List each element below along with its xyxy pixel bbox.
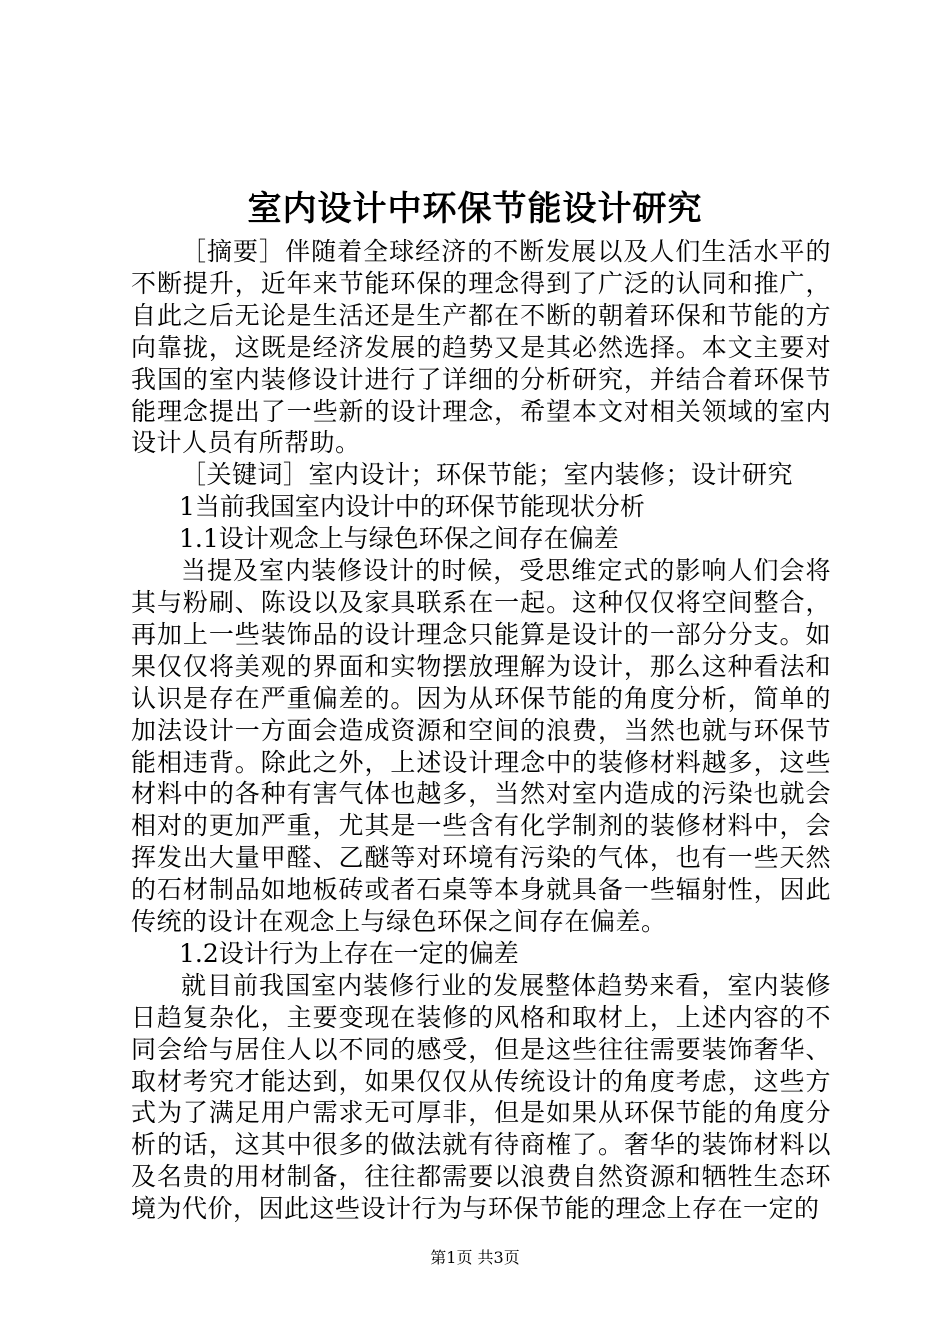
- section-1-2-heading: 1.2设计行为上存在一定的偏差: [179, 938, 519, 968]
- section-1-1-heading: 1.1设计观念上与绿色环保之间存在偏差: [179, 524, 619, 554]
- section-1-1-body: 当提及室内装修设计的时候，受思维定式的影响人们会将其与粉刷、陈设以及家具联系在一起。这种仅仅将空间整合，再加上一些装饰品的设计理念只能算是设计的一部分分支。如果仅仅将美观的界面和实物摆放理解为设计，那么这种看法和认识是存在严重偏差的。因为从环保节能的角度分析，简单的加法设计一方面会造成资源和空间的浪费，当然也就与环保节能相违背。除此之外，上述设计理念中的装修材料越多，这些材料中的各种有害气体也越多，当然对室内造成的污染也就会相对的更加严重，尤其是一些含有化学制剂的装修材料中，会挥发出大量甲醛、乙醚等对环境有污染的气体，也有一些天然的石材制品如地板砖或者石桌等本身就具备一些辐射性，因此传统的设计在观念上与绿色环保之间存在偏差。: [131, 556, 831, 937]
- section-1-2-body: 就目前我国室内装修行业的发展整体趋势来看，室内装修日趋复杂化，主要变现在装修的风格和取材上，上述内容的不同会给与居住人以不同的感受，但是这些往往需要装饰奢华、取材考究才能达到，如果仅仅从传统设计的角度考虑，这些方式为了满足用户需求无可厚非，但是如果从环保节能的角度分析的话，这其中很多的做法就有待商榷了。奢华的装饰材料以及名贵的用材制备，往往都需要以浪费自然资源和牺牲生态环境为代价，因此这些设计行为与环保节能的理念上存在一定的: [131, 970, 831, 1224]
- keywords-paragraph: ［关键词］室内设计；环保节能；室内装修；设计研究: [181, 460, 794, 490]
- abstract-paragraph: ［摘要］伴随着全球经济的不断发展以及人们生活水平的不断提升，近年来节能环保的理念得到了广泛的认同和推广，自此之后无论是生活还是生产都在不断的朝着环保和节能的方向靠拢，这既是经济发展的趋势又是其必然选择。本文主要对我国的室内装修设计进行了详细的分析研究，并结合着环保节能理念提出了一些新的设计理念，希望本文对相关领域的室内设计人员有所帮助。: [131, 237, 831, 458]
- page-number-footer: 第1页 共3页: [430, 1248, 520, 1267]
- document-title: 室内设计中环保节能设计研究: [247, 189, 703, 229]
- document-body: [131, 236, 831, 1225]
- section-1-heading: 1当前我国室内设计中的环保节能现状分析: [179, 492, 645, 522]
